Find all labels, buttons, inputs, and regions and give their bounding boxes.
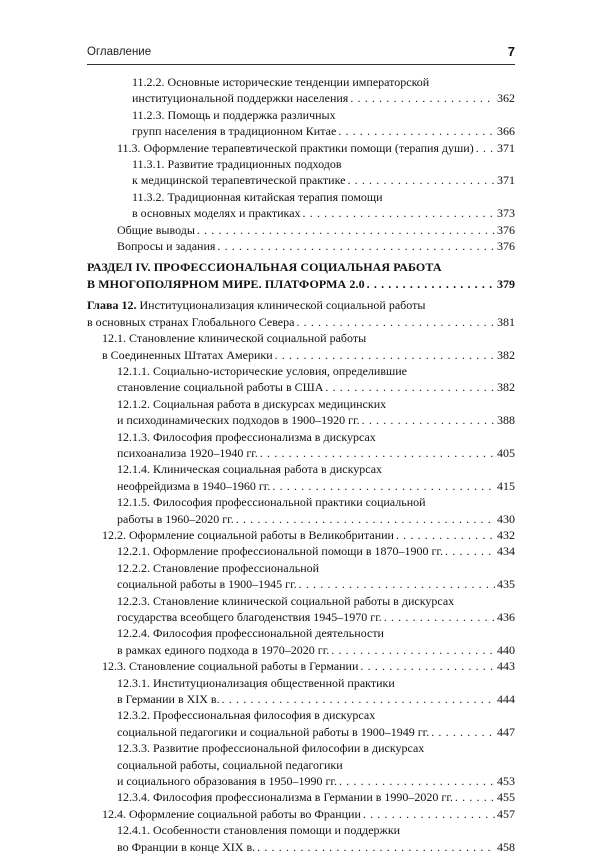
toc-page-number: 388 xyxy=(497,413,515,428)
dot-leader xyxy=(396,527,495,543)
toc-entry-text: 12.1.3. Философия профессионализма в дискурсах xyxy=(117,429,376,444)
toc-entry[interactable] xyxy=(87,330,515,363)
toc-page-number: 373 xyxy=(497,206,515,221)
toc-entry[interactable] xyxy=(87,543,515,559)
toc-entry-text: 12.4.1. Особенности становления помощи и поддержки xyxy=(117,823,401,838)
dot-leader xyxy=(275,347,495,363)
toc-entry[interactable] xyxy=(87,740,515,789)
toc-entry-text: во Франции в конце XIX в. xyxy=(117,839,256,854)
toc-entry[interactable] xyxy=(87,806,515,822)
toc-entry-text: к медицинской терапевтической практике xyxy=(132,173,346,188)
dot-leader xyxy=(476,140,495,156)
toc-entry-text: 12.1.2. Социальная работа в дискурсах медицинских xyxy=(117,396,387,411)
toc-page-number: 379 xyxy=(497,276,515,291)
toc-entry[interactable] xyxy=(87,658,515,674)
dot-leader xyxy=(360,658,495,674)
dot-leader xyxy=(325,379,495,395)
toc-entry-text: социальной работы в 1900–1945 гг. xyxy=(117,577,297,592)
toc-entry-text: в Соединенных Штатах Америки xyxy=(102,347,273,362)
dot-leader xyxy=(236,511,495,527)
dot-leader xyxy=(339,773,495,789)
toc-entry-text: 12.2.4. Философия профессиональной деятельности xyxy=(117,626,384,641)
toc-page-number: 376 xyxy=(497,222,515,237)
dot-leader xyxy=(217,238,495,254)
toc-entry[interactable] xyxy=(87,238,515,254)
toc-entry[interactable] xyxy=(87,822,515,855)
toc-page-number: 415 xyxy=(497,478,515,493)
toc-entry[interactable] xyxy=(87,675,515,708)
dot-leader xyxy=(257,839,495,855)
toc-entry[interactable] xyxy=(87,140,515,156)
toc-entry-text: 12.2. Оформление социальной работы в Великобритании xyxy=(102,527,394,542)
dot-leader xyxy=(338,123,495,139)
toc-entry[interactable] xyxy=(87,363,515,396)
toc-entry-text: 11.3.2. Традиционная китайская терапия помощи xyxy=(132,189,383,204)
toc-entry-text: и социального образования в 1950–1990 гг. xyxy=(117,774,337,789)
dot-leader xyxy=(272,478,495,494)
toc-page-number: 434 xyxy=(497,544,515,559)
toc-page-number: 435 xyxy=(497,577,515,592)
dot-leader xyxy=(197,222,495,238)
toc-entry-text: социальной работы, социальной педагогики xyxy=(117,757,343,772)
toc-entry[interactable] xyxy=(87,429,515,462)
toc-entry-text: 12.1.4. Клиническая социальная работа в дискурсах xyxy=(117,462,383,477)
dot-leader xyxy=(431,724,495,740)
toc-page-number: 382 xyxy=(497,380,515,395)
toc-entry-text: 12.2.1. Оформление профессиональной помощи в 1870–1900 гг. xyxy=(117,544,443,559)
dot-leader xyxy=(445,543,495,559)
toc-page-number: 455 xyxy=(497,790,515,805)
table-of-contents xyxy=(87,74,515,855)
toc-entry-text: Общие выводы xyxy=(117,222,195,237)
toc-entry[interactable] xyxy=(87,259,515,292)
chapter-label: Глава 12. xyxy=(87,298,137,313)
toc-entry[interactable] xyxy=(87,560,515,593)
toc-page-number: 371 xyxy=(497,173,515,188)
dot-leader xyxy=(347,172,495,188)
toc-entry-text xyxy=(87,297,425,313)
toc-page-number: 440 xyxy=(497,642,515,657)
dot-leader xyxy=(363,806,495,822)
toc-entry-text: 11.2.3. Помощь и поддержка различных xyxy=(132,107,336,122)
toc-entry-text: 12.3.2. Профессиональная философия в дискурсах xyxy=(117,708,376,723)
toc-entry[interactable] xyxy=(87,593,515,626)
toc-entry-text: 11.3. Оформление терапевтической практики помощи (терапия души) xyxy=(117,140,474,155)
toc-entry[interactable] xyxy=(87,461,515,494)
toc-page-number: 362 xyxy=(497,91,515,106)
toc-entry-text: РАЗДЕЛ IV. ПРОФЕССИОНАЛЬНАЯ СОЦИАЛЬНАЯ РАБОТА xyxy=(87,260,442,275)
toc-page-number: 430 xyxy=(497,511,515,526)
toc-entry-text: 12.1. Становление клинической социальной работы xyxy=(102,331,367,346)
toc-entry-text: 12.2.2. Становление профессиональной xyxy=(117,560,320,575)
toc-entry-text: институциональной поддержки населения xyxy=(132,91,349,106)
toc-entry-text: 11.3.1. Развитие традиционных подходов xyxy=(132,157,342,172)
running-title: Оглавление xyxy=(87,46,152,58)
toc-entry[interactable] xyxy=(87,396,515,429)
toc-entry-text: и психодинамических подходов в 1900–1920 гг. xyxy=(117,413,360,428)
toc-entry[interactable] xyxy=(87,789,515,805)
dot-leader xyxy=(303,205,495,221)
toc-entry-text: психоанализа 1920–1940 гг. xyxy=(117,445,258,460)
toc-entry-text: 12.3.4. Философия профессионализма в Германии в 1990–2020 гг. xyxy=(117,790,453,805)
toc-entry-text: 12.4. Оформление социальной работы во Франции xyxy=(102,806,361,821)
dot-leader xyxy=(455,789,495,805)
toc-entry[interactable] xyxy=(87,189,515,222)
dot-leader xyxy=(350,90,495,106)
dot-leader xyxy=(331,642,495,658)
toc-page-number: 447 xyxy=(497,724,515,739)
running-header xyxy=(87,44,515,65)
dot-leader xyxy=(299,576,495,592)
toc-entry-text: 12.3.1. Институционализация общественной практики xyxy=(117,675,395,690)
toc-entry[interactable] xyxy=(87,625,515,658)
toc-page-number: 453 xyxy=(497,774,515,789)
toc-entry-text: работы в 1960–2020 гг. xyxy=(117,511,234,526)
toc-entry-text: в основных моделях и практиках xyxy=(132,206,301,221)
toc-entry[interactable] xyxy=(87,707,515,740)
toc-page-number: 366 xyxy=(497,124,515,139)
toc-entry-text: в рамках единого подхода в 1970–2020 гг. xyxy=(117,642,330,657)
toc-entry-text: неофрейдизма в 1940–1960 гг. xyxy=(117,478,271,493)
dot-leader xyxy=(260,445,495,461)
toc-entry[interactable] xyxy=(87,156,515,189)
page-number: 7 xyxy=(507,44,515,59)
dot-leader xyxy=(362,412,495,428)
toc-entry-text: социальной педагогики и социальной работы в 1900–1949 гг. xyxy=(117,724,430,739)
toc-entry-text: 12.2.3. Становление клинической социальной работы в дискурсах xyxy=(117,593,455,608)
toc-entry-text: 12.3. Становление социальной работы в Германии xyxy=(102,659,359,674)
toc-entry-text: в Германии в XIX в. xyxy=(117,692,220,707)
toc-page-number: 457 xyxy=(497,806,515,821)
dot-leader xyxy=(222,691,495,707)
toc-entry-text: государства всеобщего благоденствия 1945–1970 гг. xyxy=(117,610,382,624)
toc-entry[interactable] xyxy=(87,74,515,107)
toc-page-number: 405 xyxy=(497,445,515,460)
toc-entry-text: 12.1.5. Философия профессиональной практики социальной xyxy=(117,495,426,510)
toc-entry[interactable] xyxy=(87,107,515,140)
toc-page-number: 381 xyxy=(497,314,515,329)
toc-page-number: 443 xyxy=(497,659,515,674)
toc-entry-text: В МНОГОПОЛЯРНОМ МИРЕ. ПЛАТФОРМА 2.0 xyxy=(87,276,365,291)
toc-page-number: 432 xyxy=(497,527,515,542)
toc-entry-text: в основных странах Глобального Севера xyxy=(87,314,295,329)
toc-page-number: 436 xyxy=(497,610,515,624)
toc-page-number: 382 xyxy=(497,347,515,362)
toc-entry[interactable] xyxy=(87,297,515,330)
dot-leader xyxy=(296,314,495,330)
toc-entry[interactable] xyxy=(87,494,515,527)
toc-entry-text: 12.3.3. Развитие профессиональной философии в дискурсах xyxy=(117,741,425,756)
toc-entry[interactable] xyxy=(87,527,515,543)
toc-entry-text: 12.1.1. Социально-исторические условия, определившие xyxy=(117,363,407,378)
toc-entry-text: становление социальной работы в США xyxy=(117,380,324,395)
toc-entry-text: Вопросы и задания xyxy=(117,239,216,254)
toc-page-number: 444 xyxy=(497,692,515,707)
dot-leader xyxy=(367,276,495,292)
dot-leader xyxy=(384,609,495,625)
toc-entry-text: Институционализация клинической социальной работы xyxy=(136,298,426,313)
toc-page-number: 458 xyxy=(497,839,515,854)
toc-page-number: 376 xyxy=(497,239,515,254)
toc-entry-text: групп населения в традиционном Китае xyxy=(132,124,337,139)
toc-page-number: 371 xyxy=(497,140,515,155)
toc-entry[interactable] xyxy=(87,222,515,238)
toc-entry-text: 11.2.2. Основные исторические тенденции императорской xyxy=(132,75,430,89)
